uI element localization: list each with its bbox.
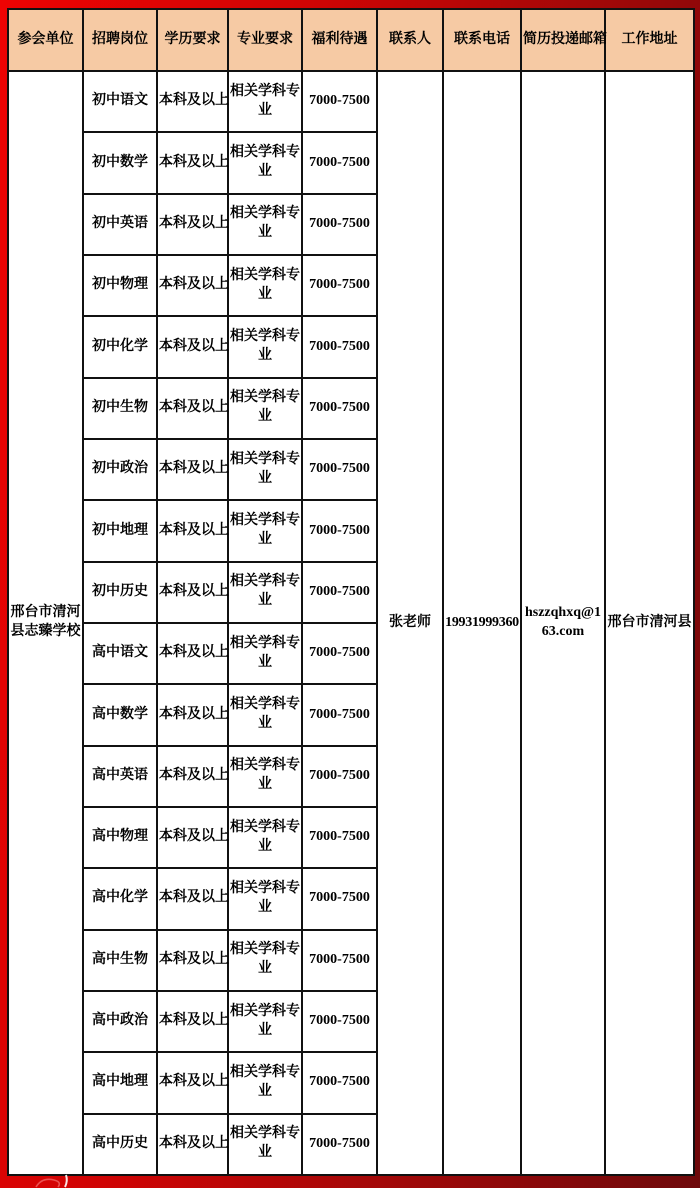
salary-cell: 7000-7500 [302,623,377,684]
column-header-1: 招聘岗位 [83,9,157,71]
education-cell: 本科及以上 [157,807,228,868]
education-cell: 本科及以上 [157,746,228,807]
position-cell: 初中历史 [83,562,157,623]
contact-cell: 张老师 [377,71,443,1175]
salary-cell: 7000-7500 [302,1114,377,1175]
column-header-7: 简历投递邮箱 [521,9,605,71]
major-cell: 相关学科专业 [228,132,302,193]
position-cell: 初中英语 [83,194,157,255]
major-cell: 相关学科专业 [228,378,302,439]
major-cell: 相关学科专业 [228,684,302,745]
major-cell: 相关学科专业 [228,930,302,991]
education-cell: 本科及以上 [157,71,228,132]
column-header-8: 工作地址 [605,9,694,71]
salary-cell: 7000-7500 [302,255,377,316]
major-cell: 相关学科专业 [228,1114,302,1175]
major-cell: 相关学科专业 [228,439,302,500]
major-cell: 相关学科专业 [228,623,302,684]
education-cell: 本科及以上 [157,991,228,1052]
major-cell: 相关学科专业 [228,807,302,868]
salary-cell: 7000-7500 [302,991,377,1052]
salary-cell: 7000-7500 [302,132,377,193]
column-header-4: 福利待遇 [302,9,377,71]
major-cell: 相关学科专业 [228,868,302,929]
position-cell: 初中数学 [83,132,157,193]
position-cell: 初中地理 [83,500,157,561]
position-cell: 高中政治 [83,991,157,1052]
phone-cell: 19931999360 [443,71,521,1175]
decorative-swirl [28,1174,88,1188]
column-header-3: 专业要求 [228,9,302,71]
address-cell: 邢台市清河县 [605,71,694,1175]
education-cell: 本科及以上 [157,500,228,561]
education-cell: 本科及以上 [157,316,228,377]
position-cell: 初中生物 [83,378,157,439]
column-header-0: 参会单位 [8,9,83,71]
salary-cell: 7000-7500 [302,930,377,991]
salary-cell: 7000-7500 [302,868,377,929]
salary-cell: 7000-7500 [302,500,377,561]
education-cell: 本科及以上 [157,562,228,623]
position-cell: 初中语文 [83,71,157,132]
position-cell: 高中英语 [83,746,157,807]
unit-cell: 邢台市清河县志臻学校 [8,71,83,1175]
education-cell: 本科及以上 [157,378,228,439]
salary-cell: 7000-7500 [302,439,377,500]
education-cell: 本科及以上 [157,930,228,991]
major-cell: 相关学科专业 [228,255,302,316]
education-cell: 本科及以上 [157,623,228,684]
education-cell: 本科及以上 [157,439,228,500]
major-cell: 相关学科专业 [228,746,302,807]
major-cell: 相关学科专业 [228,562,302,623]
education-cell: 本科及以上 [157,684,228,745]
position-cell: 初中物理 [83,255,157,316]
salary-cell: 7000-7500 [302,746,377,807]
major-cell: 相关学科专业 [228,991,302,1052]
salary-cell: 7000-7500 [302,684,377,745]
major-cell: 相关学科专业 [228,71,302,132]
salary-cell: 7000-7500 [302,807,377,868]
table-body [8,71,694,1175]
position-cell: 高中化学 [83,868,157,929]
position-cell: 高中语文 [83,623,157,684]
position-cell: 高中数学 [83,684,157,745]
education-cell: 本科及以上 [157,255,228,316]
salary-cell: 7000-7500 [302,71,377,132]
position-cell: 初中政治 [83,439,157,500]
position-cell: 高中地理 [83,1052,157,1113]
position-cell: 高中生物 [83,930,157,991]
salary-cell: 7000-7500 [302,378,377,439]
education-cell: 本科及以上 [157,1052,228,1113]
major-cell: 相关学科专业 [228,316,302,377]
education-cell: 本科及以上 [157,1114,228,1175]
position-cell: 初中化学 [83,316,157,377]
education-cell: 本科及以上 [157,868,228,929]
salary-cell: 7000-7500 [302,194,377,255]
table-row [8,71,694,132]
recruitment-table [7,8,695,1176]
column-header-5: 联系人 [377,9,443,71]
salary-cell: 7000-7500 [302,1052,377,1113]
column-header-2: 学历要求 [157,9,228,71]
table-header [8,9,694,71]
salary-cell: 7000-7500 [302,562,377,623]
major-cell: 相关学科专业 [228,194,302,255]
education-cell: 本科及以上 [157,132,228,193]
email-cell: hszzqhxq@163.com [521,71,605,1175]
column-header-6: 联系电话 [443,9,521,71]
position-cell: 高中历史 [83,1114,157,1175]
table-frame [7,8,693,1176]
position-cell: 高中物理 [83,807,157,868]
major-cell: 相关学科专业 [228,1052,302,1113]
education-cell: 本科及以上 [157,194,228,255]
header-row [8,9,694,71]
salary-cell: 7000-7500 [302,316,377,377]
major-cell: 相关学科专业 [228,500,302,561]
